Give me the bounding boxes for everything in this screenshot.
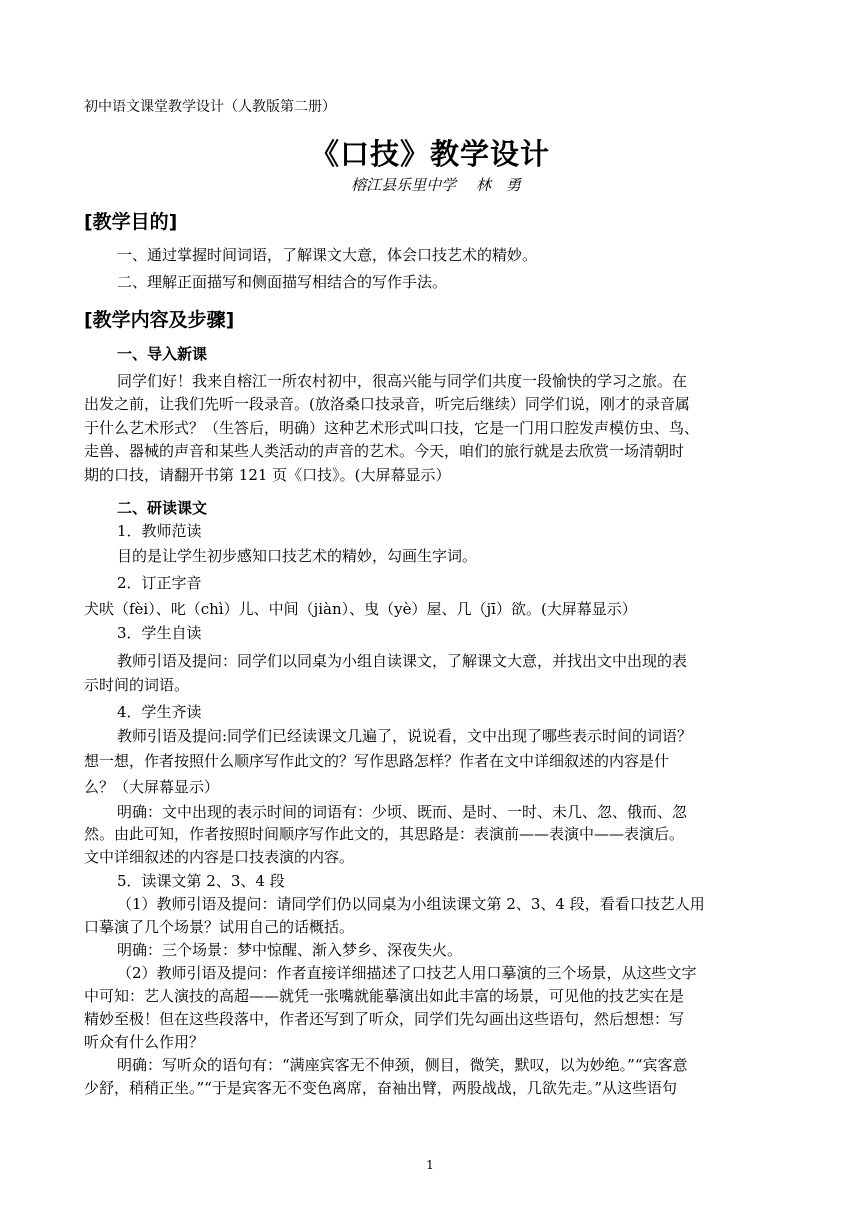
body-text-line: 中可知：艺人演技的高超——就凭一张嘴就能摹演出如此丰富的场景，可见他的技艺实在是 [84, 987, 685, 1005]
goal-item: 二、理解正面描写和侧面描写相结合的写作手法。 [117, 273, 448, 291]
body-text-line: 口摹演了几个场景？试用自己的话概括。 [84, 918, 355, 936]
goal-item: 一、通过掌握时间词语，了解课文大意，体会口技艺术的精妙。 [117, 246, 538, 264]
body-text-line: 同学们好！我来自榕江一所农村初中，很高兴能与同学们共度一段愉快的学习之旅。在 [117, 372, 688, 390]
body-text-line: 明确：文中出现的表示时间的词语有：少顷、既而、是时、一时、未几、忽、俄而、忽 [117, 803, 688, 821]
body-text-line: 听众有什么作用？ [84, 1033, 205, 1051]
body-text-line: 示时间的词语。 [84, 676, 190, 694]
body-text-line: 期的口技，请翻开书第 121 页《口技》。(大屏幕显示） [84, 466, 451, 484]
body-text-line: 精妙至极！但在这些段落中，作者还写到了听众，同学们先勾画出这些语句，然后想想：写 [84, 1010, 685, 1028]
body-text-line: 走兽、器械的声音和某些人类活动的声音的艺术。今天，咱们的旅行就是去欣赏一场清朝时 [84, 442, 685, 460]
subsection-heading: 一、导入新课 [117, 345, 208, 363]
body-text-line: 教师引语及提问：同学们以同桌为小组自读课文，了解课文大意，并找出文中出现的表 [117, 652, 688, 670]
running-header: 初中语文课堂教学设计（人教版第二册） [84, 99, 336, 115]
body-text-line: 4．学生齐读 [117, 703, 202, 721]
body-text-line: 3．学生自读 [117, 624, 202, 642]
body-text-line: 教师引语及提问:同学们已经读课文几遍了，说说看，文中出现了哪些表示时间的词语？ [117, 727, 693, 745]
body-text-line: 明确：三个场景：梦中惊醒、渐入梦乡、深夜失火。 [117, 941, 463, 959]
body-text-line: 明确：写听众的语句有：“满座宾客无不伸颈，侧目，微笑，默叹，以为妙绝。”“宾客意 [117, 1056, 688, 1074]
subsection-heading: 二、研读课文 [117, 499, 208, 517]
body-text-line: 犬吠（fèi）、叱（chì）儿、中间（jiàn）、曳（yè）屋、几（jī）欲。(大屏幕显示） [84, 600, 637, 618]
document-title: 《口技》教学设计 [309, 137, 550, 171]
body-text-line: 少舒，稍稍正坐。”“于是宾客无不变色离席，奋袖出臂，两股战战，几欲先走。”从这些语句 [84, 1079, 678, 1097]
body-text-line: 2．订正字音 [117, 574, 202, 592]
section-heading-content: [教学内容及步骤] [84, 309, 235, 331]
body-text-line: （1）教师引语及提问：请同学们仍以同桌为小组读课文第 2、3、4 段，看看口技艺人用 [117, 895, 705, 913]
section-heading-goals: [教学目的] [84, 211, 178, 233]
body-text-line: 5．读课文第 2、3、4 段 [117, 872, 285, 890]
body-text-line: 然。由此可知，作者按照时间顺序写作此文的，其思路是：表演前——表演中——表演后。 [84, 825, 685, 843]
body-text-line: 么？（大屏幕显示） [84, 778, 220, 796]
body-text-line: 文中详细叙述的内容是口技表演的内容。 [84, 848, 355, 866]
author-line: 榕江县乐里中学 林 勇 [351, 176, 521, 194]
body-text-line: 1．教师范读 [117, 522, 202, 540]
body-text-line: 出发之前，让我们先听一段录音。(放洛桑口技录音，听完后继续）同学们说，刚才的录音属 [84, 395, 690, 413]
body-text-line: （2）教师引语及提问：作者直接详细描述了口技艺人用口摹演的三个场景，从这些文字 [117, 964, 697, 982]
body-text-line: 想一想，作者按照什么顺序写作此文的？写作思路怎样？作者在文中详细叙述的内容是什 [84, 752, 670, 770]
body-text-line: 于什么艺术形式？（生答后，明确）这种艺术形式叫口技，它是一门用口腔发声模仿虫、鸟、 [84, 419, 700, 437]
page-number: 1 [426, 1158, 434, 1172]
body-text-line: 目的是让学生初步感知口技艺术的精妙，勾画生字词。 [117, 547, 478, 565]
